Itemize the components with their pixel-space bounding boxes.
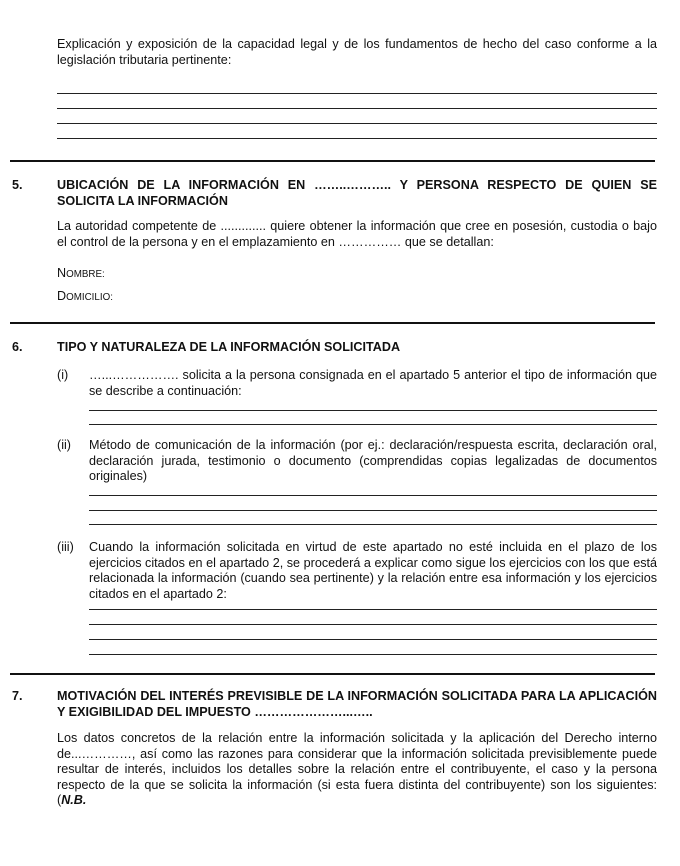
answer-line[interactable]	[89, 639, 657, 640]
item-ii-text: Método de comunicación de la información (por ej.: declaración/respuesta escrita, declaración oral, declaración jurada, testimonio o documento (comprendidas copias legalizadas de documentos originales)	[89, 438, 657, 483]
answer-line[interactable]	[89, 624, 657, 625]
section-5-number: 5.	[12, 178, 23, 192]
answer-line[interactable]	[89, 510, 657, 511]
section-divider	[10, 322, 655, 324]
domicilio-rest: OMICILIO:	[66, 292, 113, 303]
section-divider	[10, 160, 655, 162]
item-i-label: (i)	[57, 368, 69, 382]
section-7-paragraph-text: Los datos concretos de la relación entre la información solicitada y la aplicación del Derecho interno de...…………, así como las razones para considerar que la información solicitada previsiblemente puede resultar de interés, incluidos los detalles sobre la relación entre el contribuyente, el caso y la persona respecto de la que se solicita la información (si esta fuera distinta del contribuyente) son los siguientes: (	[57, 731, 657, 807]
item-iii-text: Cuando la información solicitada en virtud de este apartado no esté incluida en el plazo de los ejercicios citados en el apartado 2, se procederá a explicar como sigue los ejercicios con los que está relacionada la información (cuando sea pertinente) y la relación entre esa información y los ejercicios citados en el apartado 2:	[89, 540, 657, 601]
item-i-text: …...……………. solicita a la persona consignada en el apartado 5 anterior el tipo de información que se describe a continuación:	[89, 368, 657, 398]
answer-line[interactable]	[89, 424, 657, 425]
section-7-number: 7.	[12, 689, 23, 703]
domicilio-label	[57, 289, 113, 303]
answer-line[interactable]	[57, 123, 657, 124]
nombre-rest: OMBRE:	[66, 269, 105, 280]
answer-line[interactable]	[57, 138, 657, 139]
nombre-initial: N	[57, 266, 67, 280]
intro-paragraph: Explicación y exposición de la capacidad legal y de los fundamentos de hecho del caso conforme a la legislación tributaria pertinente:	[57, 37, 657, 67]
item-iii-label: (iii)	[57, 540, 74, 554]
answer-line[interactable]	[89, 495, 657, 496]
answer-line[interactable]	[89, 524, 657, 525]
section-divider	[10, 673, 655, 675]
section-7-heading: MOTIVACIÓN DEL INTERÉS PREVISIBLE DE LA INFORMACIÓN SOLICITADA PARA LA APLICACIÓN Y EXIGIBILIDAD DEL IMPUESTO …………………...…..	[57, 689, 657, 719]
answer-line[interactable]	[89, 410, 657, 411]
nombre-label	[57, 266, 105, 280]
answer-line[interactable]	[57, 93, 657, 94]
section-6-number: 6.	[12, 340, 23, 354]
nb-note: N.B.	[61, 793, 87, 807]
domicilio-initial: D	[57, 289, 67, 303]
section-7-paragraph	[57, 731, 657, 809]
section-6-heading: TIPO Y NATURALEZA DE LA INFORMACIÓN SOLICITADA	[57, 340, 401, 354]
item-ii-label: (ii)	[57, 438, 71, 452]
section-5-heading: UBICACIÓN DE LA INFORMACIÓN EN ……..……….. Y PERSONA RESPECTO DE QUIEN SE SOLICITA LA INFORMACIÓN	[57, 178, 657, 208]
answer-line[interactable]	[57, 108, 657, 109]
answer-line[interactable]	[89, 609, 657, 610]
answer-line[interactable]	[89, 654, 657, 655]
section-5-paragraph: La autoridad competente de ............. quiere obtener la información que cree en posesión, custodia o bajo el control de la persona y en el emplazamiento en …………… que se detallan:	[57, 219, 657, 249]
